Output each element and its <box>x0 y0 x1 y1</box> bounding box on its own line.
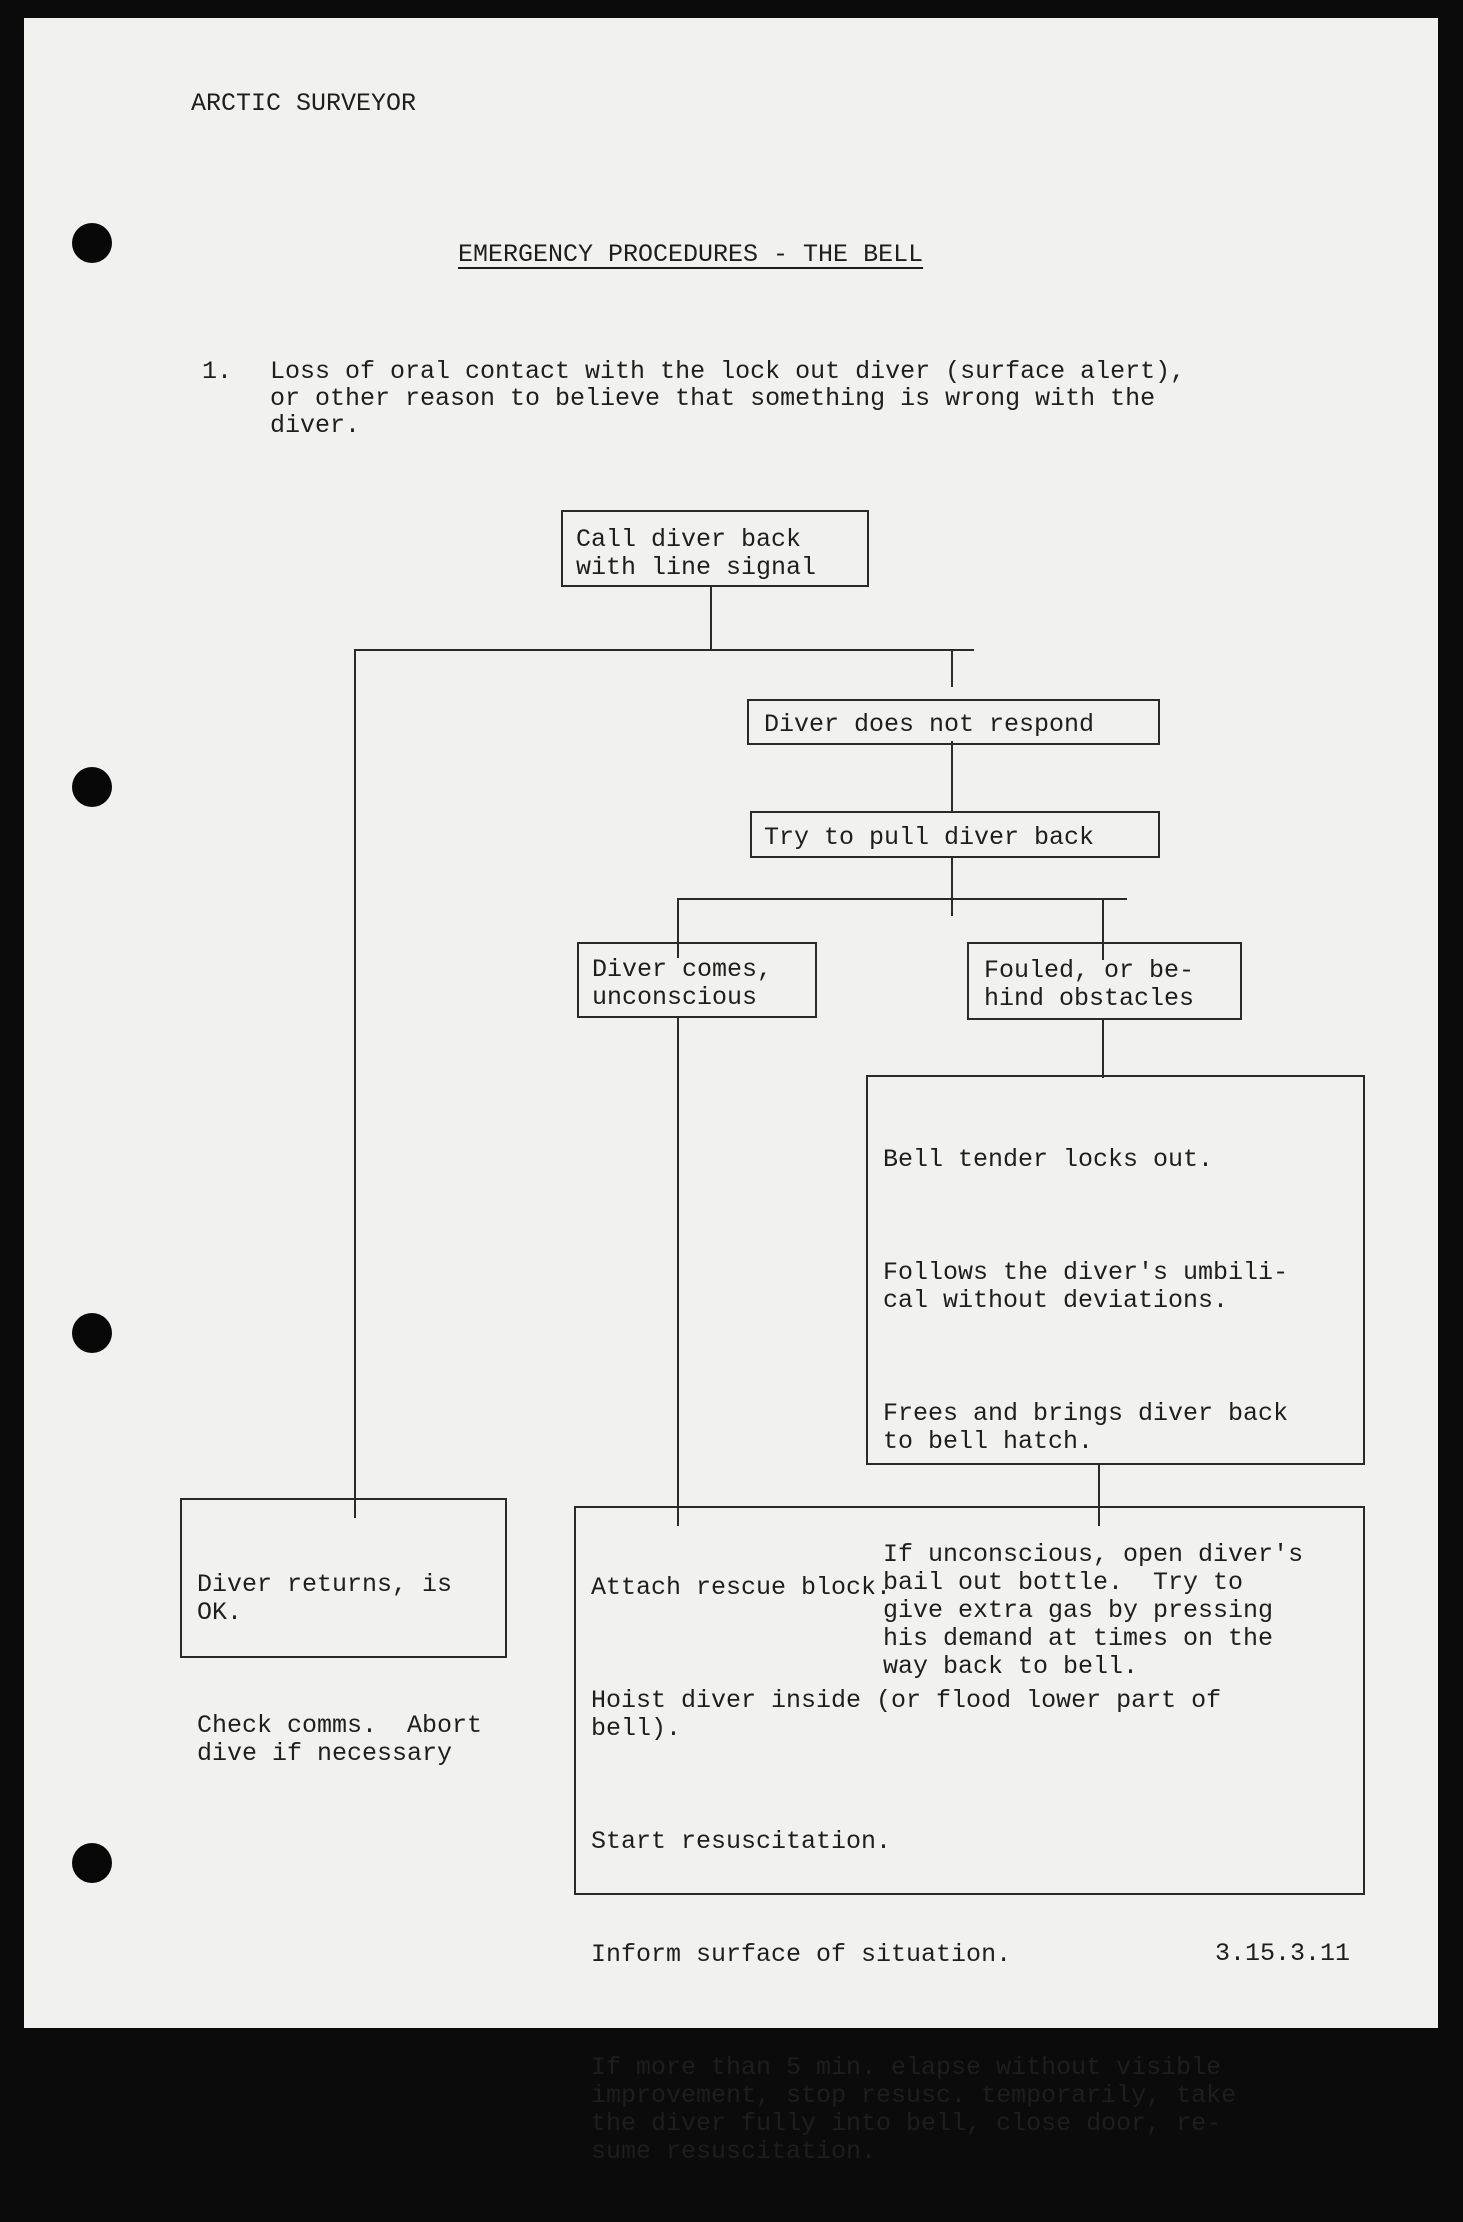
diver-returns-step: Diver returns, is OK. <box>197 1570 453 1627</box>
call-diver-text: with line signal <box>576 553 817 582</box>
connector-line <box>1102 1020 1104 1078</box>
rescue-step: Start resuscitation. <box>591 1827 892 1856</box>
rescue-step: Attach rescue block. <box>591 1573 892 1602</box>
binder-hole <box>72 1313 112 1353</box>
rescue-step: Hoist diver inside (or flood lower part of bell). <box>591 1686 1222 1743</box>
connector-line <box>677 898 1127 900</box>
diver-returns-text <box>197 1515 482 1824</box>
call-diver-text: Call diver back <box>576 525 802 554</box>
fouled-text: Fouled, or be- <box>984 956 1195 985</box>
diver-comes-text: Diver comes, <box>592 955 773 984</box>
binder-hole <box>72 1843 112 1883</box>
page-title: EMERGENCY PROCEDURES - THE BELL <box>458 240 924 269</box>
connector-line <box>677 1018 679 1526</box>
item-line: Loss of oral contact with the lock out diver (surface alert), <box>270 357 1186 386</box>
rescue-step: Inform surface of situation. <box>591 1940 1012 1969</box>
fouled-text: hind obstacles <box>984 984 1195 1013</box>
bell-tender-step: If unconscious, open diver's bail out bottle. Try to give extra gas by pressing his demand at times on the way back to bell. <box>883 1540 1304 1681</box>
pull-back-text: Try to pull diver back <box>764 823 1095 852</box>
item-number: 1. <box>202 357 233 386</box>
rescue-step: If more than 5 min. elapse without visible improvement, stop resusc. temporarily, take the diver fully into bell, close door, re- sume resuscitation. <box>591 2053 1237 2166</box>
document-page <box>24 18 1438 2166</box>
bell-tender-step: Bell tender locks out. <box>883 1145 1214 1174</box>
item-line: diver. <box>270 411 361 440</box>
no-response-text: Diver does not respond <box>764 710 1095 739</box>
rescue-text <box>591 1518 1236 2222</box>
company-header: ARCTIC SURVEYOR <box>191 89 417 118</box>
connector-line <box>951 649 953 687</box>
item-line: or other reason to believe that something is wrong with the <box>270 384 1156 413</box>
bell-tender-step: Follows the diver's umbili- cal without deviations. <box>883 1258 1289 1315</box>
bell-tender-step: Frees and brings diver back to bell hatch. <box>883 1399 1289 1456</box>
connector-line <box>710 585 712 649</box>
connector-line <box>354 649 356 1518</box>
connector-line <box>951 741 953 811</box>
diver-comes-text: unconscious <box>592 983 758 1012</box>
binder-hole <box>72 223 112 263</box>
binder-hole <box>72 767 112 807</box>
connector-line <box>354 649 974 651</box>
page-reference: 3.15.3.11 <box>1215 1939 1351 1968</box>
connector-line <box>951 856 953 916</box>
diver-returns-step: Check comms. Abort dive if necessary <box>197 1711 483 1768</box>
